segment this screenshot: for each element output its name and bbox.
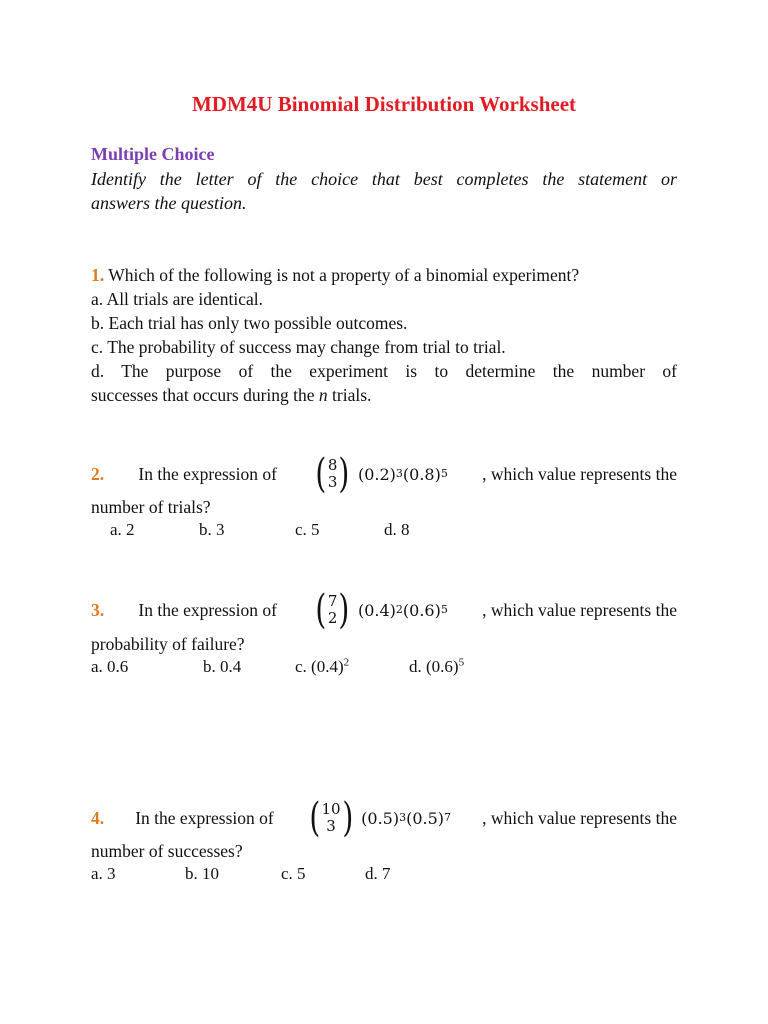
q3-option-a: a. 0.6 xyxy=(91,657,129,676)
q2-option-d: d. 8 xyxy=(384,520,410,539)
q1-option-c: c. The probability of success may change from trial to trial. xyxy=(91,337,506,357)
factor: (0.8) xyxy=(402,464,441,484)
binom-bottom: 2 xyxy=(327,609,338,627)
q1-option-d-line-2 xyxy=(91,383,371,407)
binomial-coefficient: ( 7 2 ) xyxy=(315,587,350,633)
question-4 xyxy=(91,796,677,840)
factor: (0.2) xyxy=(357,464,396,484)
factor: (0.6) xyxy=(402,600,441,620)
q2-line-2: number of trials? xyxy=(91,497,211,517)
factor: (0.5) xyxy=(406,808,445,828)
instructions-line-1: Identify the letter of the choice that best completes the statement or xyxy=(91,169,677,189)
question-3 xyxy=(91,588,677,632)
q2-option-a: a. 2 xyxy=(110,520,135,539)
expression-lead: In the expression of xyxy=(135,807,274,828)
instructions-line-2: answers the question. xyxy=(91,193,247,213)
binomial-expression: ( 8 3 ) (0.2) 3 (0.8) 5 xyxy=(311,454,448,494)
expression-tail: , which value represents the xyxy=(482,599,677,620)
section-heading: Multiple Choice xyxy=(91,144,215,164)
q3-line-2: probability of failure? xyxy=(91,634,245,654)
q4-option-d: d. 7 xyxy=(365,864,391,883)
question-text: Which of the following is not a property of a binomial experiment? xyxy=(108,265,580,285)
q4-option-b: b. 10 xyxy=(185,864,219,883)
q2-option-c: c. 5 xyxy=(295,520,320,539)
q4-line-2: number of successes? xyxy=(91,841,243,861)
expression-tail: , which value represents the xyxy=(482,807,677,828)
binom-top: 8 xyxy=(327,456,338,474)
binomial-expression: ( 10 3 ) (0.5) 3 (0.5) 7 xyxy=(305,798,451,838)
q4-option-a: a. 3 xyxy=(91,864,116,883)
q3-option-d xyxy=(409,657,464,677)
binomial-expression: ( 7 2 ) (0.4) 2 (0.6) 5 xyxy=(311,590,448,630)
text-segment: successes that occurs during the xyxy=(91,385,319,405)
factor: (0.5) xyxy=(361,808,400,828)
factor: (0.4) xyxy=(357,600,396,620)
text-segment: trials. xyxy=(327,385,372,405)
binom-bottom: 3 xyxy=(326,817,336,835)
q4-option-c: c. 5 xyxy=(281,864,306,883)
question-number: 4. xyxy=(91,807,105,828)
worksheet-title: MDM4U Binomial Distribution Worksheet xyxy=(191,92,577,116)
binomial-coefficient: ( 10 3 ) xyxy=(309,795,353,841)
question-2 xyxy=(91,452,677,496)
q1-option-d-line-1: d. The purpose of the experiment is to determine the number of xyxy=(91,361,677,381)
q2-option-b: b. 3 xyxy=(199,520,225,539)
q3-option-b: b. 0.4 xyxy=(203,657,242,676)
option-text: d. (0.6) xyxy=(409,657,459,676)
exponent: 2 xyxy=(343,656,350,669)
question-number: 2. xyxy=(91,463,105,484)
expression-lead: In the expression of xyxy=(138,599,277,620)
binom-top: 7 xyxy=(327,592,338,610)
q1-option-b: b. Each trial has only two possible outcomes. xyxy=(91,313,408,333)
question-1 xyxy=(91,263,579,287)
binom-top: 10 xyxy=(321,800,341,818)
expression-lead: In the expression of xyxy=(138,463,277,484)
question-number: 3. xyxy=(91,599,105,620)
q3-option-c xyxy=(295,657,349,677)
question-number: 1. xyxy=(91,265,105,285)
expression-tail: , which value represents the xyxy=(482,463,677,484)
binomial-coefficient: ( 8 3 ) xyxy=(315,451,350,497)
binom-bottom: 3 xyxy=(327,473,338,491)
variable-n: n xyxy=(318,385,328,405)
q1-option-a: a. All trials are identical. xyxy=(91,289,264,309)
option-text: c. (0.4) xyxy=(295,657,344,676)
exponent: 5 xyxy=(458,656,465,669)
